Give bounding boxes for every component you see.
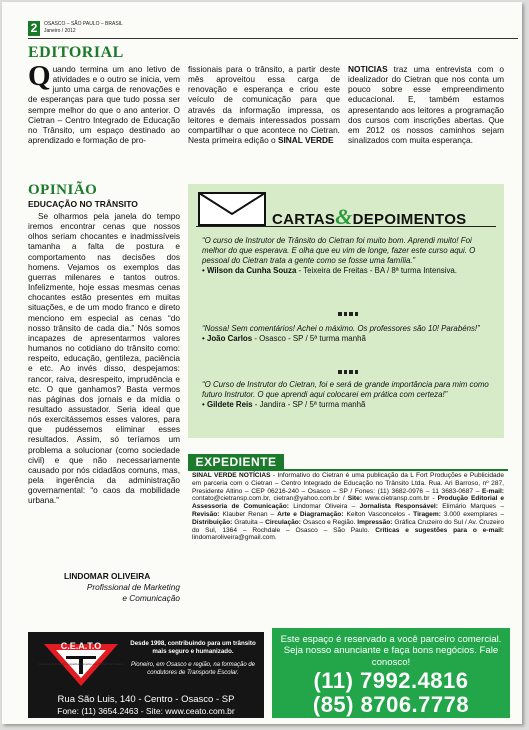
cartas-title-b: DEPOIMENTOS bbox=[352, 211, 467, 228]
editorial-col-2 bbox=[188, 64, 340, 145]
expediente-t3: www.cietransp.com.br - bbox=[362, 495, 438, 503]
ad-phone-2: (85) 8706.7778 bbox=[312, 692, 470, 717]
expediente-t2: contato@cietransp.com.br, cietran@yahoo.com.br / bbox=[192, 495, 348, 503]
ceato-logo bbox=[36, 638, 126, 690]
opiniao-subtitle: EDUCAÇÃO NO TRÂNSITO bbox=[28, 199, 138, 209]
header-date: Janeiro / 2012 bbox=[44, 28, 76, 34]
editorial-col-3 bbox=[348, 64, 504, 145]
expediente-t8: 3.000 exemplares – bbox=[440, 510, 505, 518]
depoimento-2-name: João Carlos bbox=[206, 334, 253, 344]
cartas-title-amp: & bbox=[335, 204, 353, 229]
ceato-ad bbox=[28, 632, 264, 718]
depoimento-3: “O Curso de Instrutor do Cietran, foi e será de grande importância para mim como futuro Instrutor. O que aprendi aqui colocarei em prática com certeza!” • Gildete Reis - Jandira - SP / 5ª turma manhã bbox=[202, 380, 492, 410]
depoimento-1-quote: “O curso de Instrutor de Trânsito do Cietran foi muito bom. Aprendi muito! Foi melhor do que esperava. E olha que eu vim de longe, fazer este curso aqui. O pessoal do Cietran trata a gente como se fosse uma família.” bbox=[202, 236, 476, 266]
page-header bbox=[28, 21, 518, 39]
ceato-contact: Fone: (11) 3654.2463 - Site: www.ceato.com.br bbox=[57, 706, 235, 716]
author-role bbox=[42, 582, 180, 604]
cartas-box bbox=[188, 184, 504, 438]
depoimento-1: “O curso de Instrutor de Trânsito do Cietran foi muito bom. Aprendi muito! Foi melhor do que esperava. E olha que eu vim de longe, fazer este curso aqui. O pessoal do Cietran trata a gente como se fosse uma família.” • Wilson da Cunha Souza - Teixeira de Freitas - BA / 8ª turma Intensiva. bbox=[202, 236, 492, 276]
editorial-brand-2: NOTICIAS bbox=[348, 64, 388, 74]
envelope-icon bbox=[198, 192, 266, 226]
expediente-crit-label: Críticas e sugestões para o e-mail: bbox=[375, 526, 505, 534]
author-role-line-2: e Comunicação bbox=[122, 593, 180, 603]
expediente-title: EXPEDIENTE bbox=[188, 454, 284, 470]
expediente-circ-label: Circulação: bbox=[265, 518, 302, 526]
ceato-logo-sub: Centro de Educação e Aperfeiçoamento em Trânsito de Osasco bbox=[38, 662, 124, 666]
expediente-t4: Lindomar Oliveira – bbox=[288, 503, 360, 511]
expediente-t12: lindomaroliveira@gmail.com. bbox=[192, 534, 277, 542]
author-role-line-1: Profissional de Marketing bbox=[86, 582, 180, 592]
expediente-t7: Kelton Vasconcelos - bbox=[343, 510, 414, 518]
author-name: LINDOMAR OLIVEIRA bbox=[64, 571, 151, 581]
expediente-rev-label: Revisão: bbox=[192, 510, 220, 518]
depoimento-3-name: Gildete Reis bbox=[206, 400, 253, 410]
page-number: 2 bbox=[28, 21, 40, 36]
expediente-t9: Gratuita – bbox=[232, 518, 266, 526]
ad-space-box bbox=[272, 628, 510, 718]
depoimento-1-name: Wilson da Cunha Souza bbox=[206, 266, 297, 276]
expediente-jorn-label: Jornalista Responsável: bbox=[359, 503, 438, 511]
expediente-arte-label: Arte e Diagramação: bbox=[277, 510, 344, 518]
drop-cap: Q bbox=[28, 60, 51, 92]
header-location: OSASCO – SÃO PAULO – BRASIL bbox=[44, 21, 123, 27]
separator-1 bbox=[338, 312, 358, 317]
cartas-divider bbox=[196, 226, 496, 227]
expediente-t6: Klauber Renan – bbox=[219, 510, 278, 518]
expediente-t10: Osasco e Região. bbox=[301, 518, 358, 526]
editorial-text-1: uando termina um ano letivo de atividades e o outro se inicia, vem junto uma carga de renovações e de esperanças para que tudo possa ser sempre melhor do que o ano anterior. O Cietran – Centro Integrado de Educação no Trânsito, um espaço destinado ao aprendizado e formação de pro- bbox=[28, 64, 180, 146]
depoimento-2-quote: “Nossa! Sem comentários! Achei o máximo. Os professores são 10! Parabéns!” bbox=[202, 324, 480, 333]
expediente-email-label: E-mail: bbox=[482, 487, 504, 495]
expediente-rule bbox=[188, 469, 508, 471]
editorial-title: EDITORIAL bbox=[28, 44, 124, 61]
depoimento-2: “Nossa! Sem comentários! Achei o máximo. Os professores são 10! Parabéns!” • João Carlos - Osasco - SP / 5ª turma manhã bbox=[202, 324, 492, 344]
expediente-t11: Gráfica Cruzeiro do Sul / Av. Cruzeiro do Sul, 1364 – Rochdale – Osasco – São Paulo. bbox=[192, 518, 504, 534]
depoimento-2-info: - Osasco - SP / 5ª turma manhã bbox=[252, 334, 366, 344]
ceato-description: Pioneiro, em Osasco e região, na formação de condutores de Transporte Escolar. bbox=[130, 662, 256, 676]
ceato-tagline: Desde 1998, contribuindo para um trânsito mais seguro e humanizado. bbox=[130, 640, 256, 655]
ad-space-text: Este espaço é reservado a você parceiro comercial. Seja nosso anunciante e faça bons negócios. Fale conosco! bbox=[280, 634, 502, 668]
editorial-text-2: fissionais para o trânsito, a partir deste mês aproveitou essa carga de renovação e esperança e criou este veículo de comunicação para que através da informação impressa, os leitores e demais interessados possam compartilhar o que acontece no Cietran. Nesta primeira edição o bbox=[188, 64, 340, 146]
expediente-dist-label: Distribuição: bbox=[192, 518, 233, 526]
expediente-text bbox=[192, 472, 504, 542]
expediente-t1: - Informativo do Cietran é uma publicação da L Fort Produções e Publicidade em parceria com o Cietran – Centro Integrado de Educação no Trânsito Ltda. Rua. Ari Barroso, nº 287, Presidente Altino – CEP 06216-240 – Osasco – SP / Fones: (11) 3682-0976 – 11 3683-0687 – bbox=[192, 472, 504, 495]
editorial-brand: SINAL VERDE bbox=[277, 135, 334, 146]
newspaper-page bbox=[2, 2, 522, 724]
ceato-logo-text: C.E.A.T.O bbox=[60, 641, 102, 651]
expediente-imp-label: Impressão: bbox=[357, 518, 393, 526]
expediente-t5: Elimário Marques – bbox=[437, 503, 505, 511]
depoimento-3-info: - Jandira - SP / 5ª turma manhã bbox=[252, 400, 366, 410]
expediente-prod-label: Produção Editorial e Assessoria de Comunicação: bbox=[192, 495, 504, 511]
expediente-tir-label: Tiragem: bbox=[413, 510, 441, 518]
depoimento-1-info: - Teixeira de Freitas - BA / 8ª turma Intensiva. bbox=[296, 266, 457, 276]
editorial-text-3: traz uma entrevista com o idealizador do Cietran que nos conta um pouco sobre esse empreendimento educacional. E, também estamos apresentando aos leitores a programação dos cursos com inscrições abertas. Que em 2012 os nossos caminhos sejam sinalizados com muita esperança. bbox=[348, 64, 504, 146]
ceato-address: Rua São Luis, 140 - Centro - Osasco - SP bbox=[57, 694, 235, 705]
cartas-title-a: CARTAS bbox=[272, 211, 336, 228]
header-info bbox=[44, 21, 123, 35]
expediente-brand: SINAL VERDE NOTÍCIAS bbox=[192, 472, 271, 479]
ad-phone-1: (11) 7992.4816 bbox=[313, 668, 469, 693]
editorial-col-1 bbox=[28, 60, 180, 146]
expediente-site-label: Site: bbox=[347, 495, 362, 503]
separator-2 bbox=[338, 370, 358, 375]
opiniao-body: Se olharmos pela janela do tempo iremos encontrar cenas que nossos olhos seriam chocantes e inadmissíveis tamanha a falta de postura e comportamento nas decisões dos homens. Vejamos os exemplos das guerras milenares e tantos outros. Infelizmente, hoje essas mesmas cenas chocantes estão presentes em muitas situações, e de um modo franco e direto menciono em especial as cenas “do nosso trânsito de cada dia.” Nós somos incapazes de apresentarmos valores humanos no cotidiano do trânsito como: respeito, educação, gentileza, paciência e etc. Ao invés disso, despejamos: rancor, raiva, desrespeito, imprudência e etc. O que ganhamos? Basta vermos nas páginas dos jornais e da mídia o resultado assustador. Seria ideal que nós exercitássemos esses valores, para que pudéssemos eliminar esses resultados. Assim, só teríamos um problema a solucionar (como sociedade civil) e que não necessariamente causado por nós cidadãos comuns, mas, pela ingerência da administração governamental: “o caos da mobilidade urbana.” bbox=[28, 211, 180, 506]
depoimento-3-quote: “O Curso de Instrutor do Cietran, foi e será de grande importância para mim como futuro Instrutor. O que aprendi aqui colocarei em prática com certeza!” bbox=[202, 380, 489, 400]
opiniao-title: OPINIÃO bbox=[28, 182, 98, 198]
